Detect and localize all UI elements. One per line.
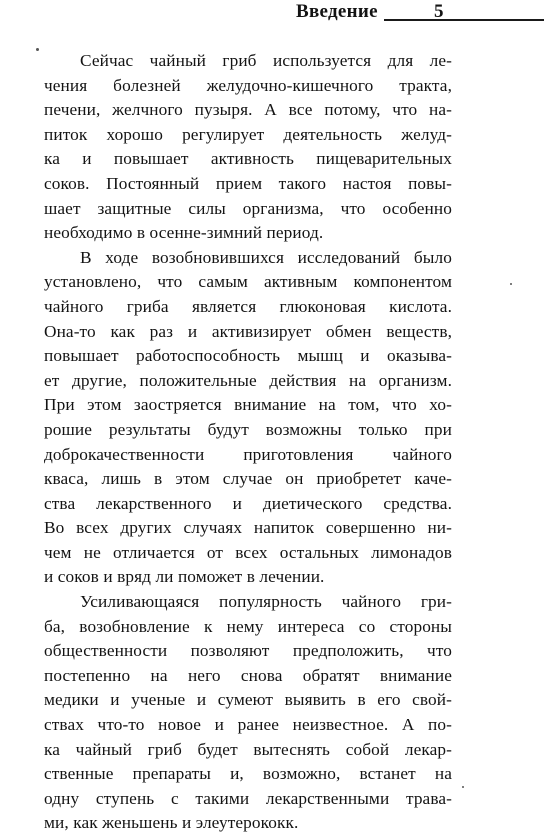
scan-speck <box>36 48 39 51</box>
text-line: установлено, что самым активным компонентом <box>44 272 452 292</box>
text-line: и соков и вряд ли поможет в лечении. <box>44 567 325 587</box>
text-line: ми, как женьшень и элеутерококк. <box>44 813 299 833</box>
text-line: ствах что-то новое и ранее неизвестное. А по- <box>44 715 452 735</box>
text-line: печени, желчного пузыря. А все потому, что на- <box>44 100 452 120</box>
text-line: Усиливающаяся популярность чайного гри- <box>80 592 452 612</box>
running-head <box>296 0 552 24</box>
text-line: рошие результаты будут возможны только при <box>44 419 452 439</box>
page-number: 5 <box>434 1 444 22</box>
paragraph <box>44 49 452 246</box>
text-line: соков. Постоянный прием такого настоя повы- <box>44 173 452 193</box>
text-line: общественности позволяют предположить, что <box>44 641 452 661</box>
text-line: чайного гриба является глюконовая кислота. <box>44 296 452 316</box>
paragraph <box>44 246 452 590</box>
scan-speck <box>462 786 464 788</box>
text-line: ственные препараты и, возможно, встанет на <box>44 764 452 784</box>
text-line: постепенно на него снова обратят внимание <box>44 665 452 685</box>
text-line: ства лекарственного и диетического средства. <box>44 493 452 513</box>
text-line: чения болезней желудочно-кишечного тракта, <box>44 75 452 95</box>
text-line: Во всех других случаях напиток совершенно ни- <box>44 518 452 538</box>
text-line: В ходе возобновившихся исследований было <box>80 247 452 267</box>
text-line: ка и повышает активность пищеварительных <box>44 149 452 169</box>
text-line: шает защитные силы организма, что особенно <box>44 198 452 218</box>
text-line: чем не отличается от всех остальных лимонадов <box>44 542 452 562</box>
text-line: необходимо в осенне-зимний период. <box>44 223 324 243</box>
paragraph <box>44 590 452 836</box>
body-text <box>44 49 452 836</box>
text-line: доброкачественности приготовления чайного <box>44 444 452 464</box>
scan-speck <box>510 283 512 285</box>
text-line: Она-то как раз и активизирует обмен веществ, <box>44 321 452 341</box>
text-line: повышает работоспособность мышц и оказыва- <box>44 346 452 366</box>
text-line: ка чайный гриб будет вытеснять собой лекар- <box>44 739 452 759</box>
text-line: При этом заостряется внимание на том, что хо- <box>44 395 452 415</box>
text-line: ба, возобновление к нему интереса со стороны <box>44 616 452 636</box>
text-line: медики и ученые и сумеют выявить в его свой- <box>44 690 452 710</box>
text-line: питок хорошо регулирует деятельность желуд- <box>44 124 452 144</box>
text-line: Сейчас чайный гриб используется для ле- <box>80 51 452 70</box>
text-line: одну ступень с такими лекарственными трава- <box>44 788 452 808</box>
header-rule <box>384 19 544 21</box>
text-line: ет другие, положительные действия на организм. <box>44 370 452 390</box>
text-line: кваса, лишь в этом случае он приобретет каче- <box>44 469 452 489</box>
chapter-title: Введение <box>296 1 378 22</box>
